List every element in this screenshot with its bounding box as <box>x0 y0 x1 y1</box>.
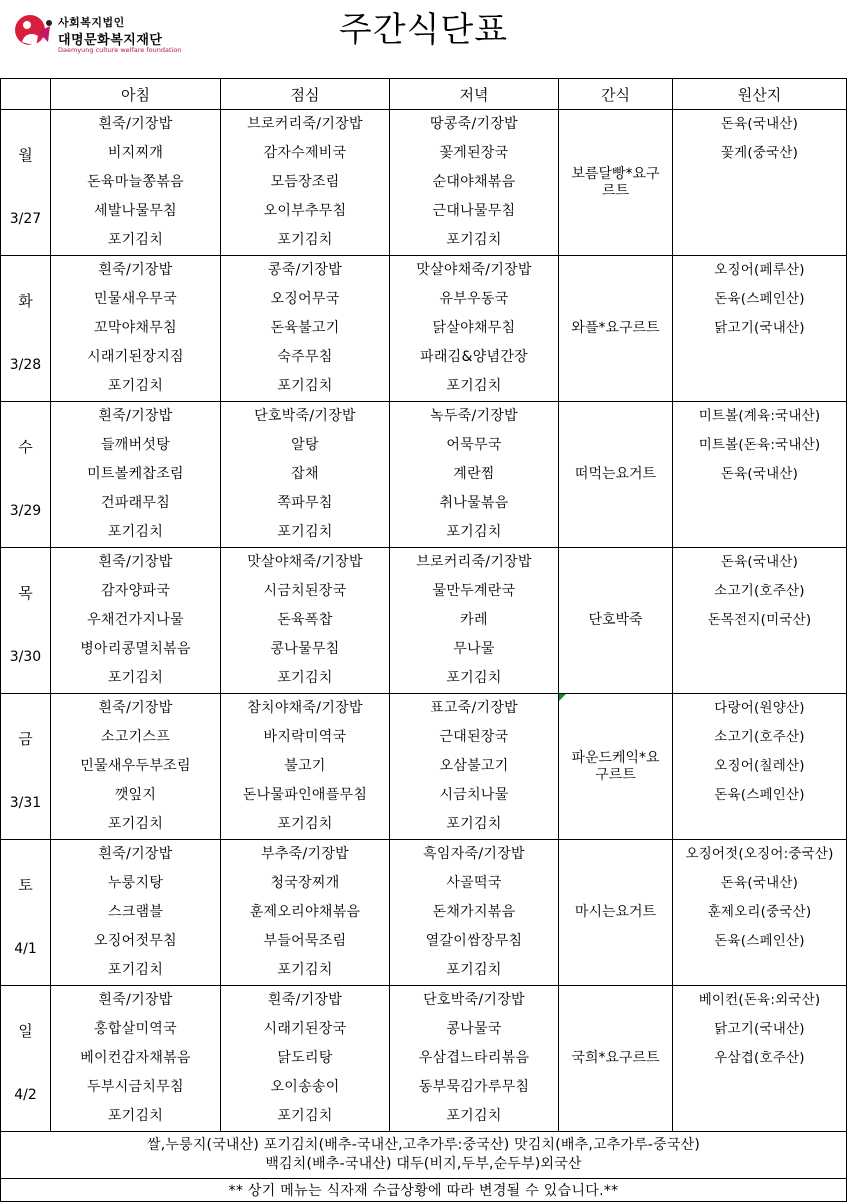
origin-cell <box>673 840 847 986</box>
day-row <box>1 402 847 548</box>
day-row <box>1 840 847 986</box>
dish-item: 흰죽/기장밥 <box>98 116 173 132</box>
origin-item: 오징어젓(오징어:중국산) <box>685 846 834 862</box>
dish-item: 돈육마늘쫑볶음 <box>87 174 184 190</box>
day-name: 화 <box>18 292 33 310</box>
lunch-cell <box>221 402 390 548</box>
dish-item: 포기김치 <box>107 670 164 686</box>
breakfast-cell <box>51 840 221 986</box>
dinner-cell <box>390 986 559 1132</box>
dish-item: 단호박죽/기장밥 <box>254 408 356 424</box>
snack-cell: 마시는요거트 <box>559 840 673 986</box>
dish-item: 포기김치 <box>107 962 164 978</box>
dish-item: 깻잎지 <box>114 787 157 803</box>
dish-item: 민물새우무국 <box>94 291 177 307</box>
dish-item: 흑임자죽/기장밥 <box>423 846 525 862</box>
dish-item: 바지락미역국 <box>263 729 347 745</box>
dish-item: 흰죽/기장밥 <box>98 992 173 1008</box>
dish-item: 닭도리탕 <box>277 1050 333 1066</box>
dish-item: 부추죽/기장밥 <box>261 846 349 862</box>
dish-item: 계란찜 <box>453 466 495 482</box>
dish-item: 포기김치 <box>107 524 164 540</box>
note-row <box>1 1179 847 1202</box>
day-cell <box>1 110 51 256</box>
dish-item: 알탕 <box>291 437 319 453</box>
dish-item: 포기김치 <box>277 670 333 686</box>
breakfast-cell <box>51 548 221 694</box>
dish-item: 두부시금치무침 <box>87 1079 184 1095</box>
footer-line-2: 백김치(배추-국내산) 대두(비지,두부,순두부)외국산 <box>265 1156 582 1172</box>
page-title: 주간식단표 <box>338 10 509 50</box>
dish-item: 무나물 <box>453 641 495 657</box>
day-cell <box>1 256 51 402</box>
origin-item: 미트볼(돈육:국내산) <box>698 437 821 453</box>
origin-item: 꽃게(중국산) <box>720 145 799 161</box>
origin-item: 닭고기(국내산) <box>714 320 805 336</box>
dish-item: 콩죽/기장밥 <box>267 262 343 278</box>
dish-item: 포기김치 <box>446 816 502 832</box>
breakfast-cell <box>51 694 221 840</box>
col-breakfast: 아침 <box>51 79 221 110</box>
day-date: 4/1 <box>14 941 37 957</box>
origin-cell <box>673 548 847 694</box>
origin-item: 오징어(페루산) <box>714 262 805 278</box>
dish-item: 시래기된장지짐 <box>87 349 184 365</box>
dish-item: 참치야채죽/기장밥 <box>247 700 363 716</box>
origin-item: 돈육(국내산) <box>720 554 799 570</box>
dish-item: 감자양파국 <box>100 583 171 599</box>
dish-item: 스크램블 <box>107 904 164 920</box>
dish-item: 흰죽/기장밥 <box>98 262 173 278</box>
dinner-cell <box>390 110 559 256</box>
dish-item: 녹두죽/기장밥 <box>430 408 518 424</box>
dish-item: 파래김&양념간장 <box>420 349 528 365</box>
col-day <box>1 79 51 110</box>
dish-item: 어묵무국 <box>446 437 502 453</box>
col-snack: 간식 <box>559 79 673 110</box>
dinner-cell <box>390 402 559 548</box>
dish-item: 시래기된장국 <box>263 1021 347 1037</box>
dish-item: 부들어묵조림 <box>263 933 347 949</box>
change-notice: ** 상기 메뉴는 식자재 수급상황에 따라 변경될 수 있습니다.** <box>1 1179 847 1202</box>
footer-row <box>1 1132 847 1179</box>
origin-cell <box>673 256 847 402</box>
origin-cell <box>673 694 847 840</box>
dish-item: 모듬장조림 <box>270 174 340 190</box>
dish-item: 순대야채볶음 <box>432 174 516 190</box>
dish-item: 포기김치 <box>107 1108 164 1124</box>
dish-item: 민물새우두부조림 <box>80 758 191 774</box>
dish-item: 유부우동국 <box>439 291 509 307</box>
origin-item: 소고기(호주산) <box>714 583 805 599</box>
dish-item: 열갈이쌈장무침 <box>425 933 523 949</box>
origin-item: 돈육(국내산) <box>720 116 799 132</box>
day-name: 일 <box>18 1022 33 1040</box>
dish-item: 포기김치 <box>277 378 333 394</box>
day-row <box>1 256 847 402</box>
dish-item: 사골떡국 <box>446 875 502 891</box>
breakfast-cell <box>51 256 221 402</box>
origin-item: 돈목전지(미국산) <box>707 612 812 628</box>
dish-item: 들깨버섯탕 <box>100 437 171 453</box>
dish-item: 숙주무침 <box>277 349 333 365</box>
dish-item: 미트볼케찹조림 <box>87 466 184 482</box>
origin-item: 미트볼(계육:국내산) <box>698 408 821 424</box>
origin-item: 소고기(호주산) <box>714 729 805 745</box>
dish-item: 카레 <box>460 612 488 628</box>
lunch-cell <box>221 840 390 986</box>
origin-item: 돈육(국내산) <box>720 875 799 891</box>
dinner-cell <box>390 548 559 694</box>
dish-item: 꼬막야채무침 <box>94 320 177 336</box>
dish-item: 돈육불고기 <box>270 320 340 336</box>
dish-item: 단호박죽/기장밥 <box>423 992 525 1008</box>
dinner-cell <box>390 840 559 986</box>
col-dinner: 저녁 <box>390 79 559 110</box>
day-date: 3/30 <box>9 649 42 665</box>
lunch-cell <box>221 548 390 694</box>
dish-item: 흰죽/기장밥 <box>98 554 173 570</box>
dish-item: 취나물볶음 <box>439 495 509 511</box>
dish-item: 근대나물무침 <box>432 203 516 219</box>
dish-item: 포기김치 <box>277 524 333 540</box>
page-header <box>0 0 847 78</box>
lunch-cell <box>221 256 390 402</box>
dish-item: 시금치된장국 <box>263 583 347 599</box>
day-cell <box>1 840 51 986</box>
origin-cell <box>673 402 847 548</box>
dish-item: 돈채가지볶음 <box>432 904 516 920</box>
origin-item: 오징어(칠레산) <box>714 758 805 774</box>
dish-item: 포기김치 <box>446 524 502 540</box>
dish-item: 닭살야채무침 <box>432 320 516 336</box>
dish-item: 청국장찌개 <box>270 875 340 891</box>
snack-cell: 파운드케익*요구르트 <box>559 694 673 840</box>
dish-item: 쪽파무침 <box>277 495 333 511</box>
day-name: 월 <box>18 146 33 164</box>
dish-item: 포기김치 <box>277 816 333 832</box>
origin-item: 닭고기(국내산) <box>714 1021 805 1037</box>
dish-item: 잡채 <box>291 466 319 482</box>
dish-item: 흰죽/기장밥 <box>98 846 173 862</box>
header-row <box>1 79 847 110</box>
dish-item: 포기김치 <box>446 232 502 248</box>
dish-item: 흰죽/기장밥 <box>98 700 173 716</box>
breakfast-cell <box>51 110 221 256</box>
day-name: 토 <box>18 876 33 894</box>
day-row <box>1 548 847 694</box>
col-origin: 원산지 <box>673 79 847 110</box>
snack-cell: 단호박죽 <box>559 548 673 694</box>
day-row <box>1 110 847 256</box>
dish-item: 포기김치 <box>277 232 333 248</box>
origin-item: 돈육(스페인산) <box>714 291 805 307</box>
dish-item: 꽃게된장국 <box>439 145 509 161</box>
dish-item: 브로커리죽/기장밥 <box>416 554 532 570</box>
day-name: 금 <box>18 730 33 748</box>
dish-item: 포기김치 <box>446 378 502 394</box>
dish-item: 감자수제비국 <box>263 145 347 161</box>
lunch-cell <box>221 110 390 256</box>
day-row <box>1 694 847 840</box>
dish-item: 오삼불고기 <box>439 758 509 774</box>
dish-item: 병아리콩멸치볶음 <box>80 641 191 657</box>
dish-item: 누룽지탕 <box>107 875 164 891</box>
dish-item: 브로커리죽/기장밥 <box>247 116 363 132</box>
origin-item: 돈육(스페인산) <box>714 933 805 949</box>
dish-item: 우채건가지나물 <box>87 612 184 628</box>
dish-item: 베이컨감자채볶음 <box>80 1050 191 1066</box>
snack-cell: 국희*요구르트 <box>559 986 673 1132</box>
dish-item: 포기김치 <box>107 378 164 394</box>
dish-item: 홍합살미역국 <box>94 1021 177 1037</box>
day-date: 3/28 <box>9 357 42 373</box>
comment-marker-icon <box>559 694 566 701</box>
dish-item: 흰죽/기장밥 <box>267 992 343 1008</box>
origin-cell <box>673 986 847 1132</box>
col-lunch: 점심 <box>221 79 390 110</box>
breakfast-cell <box>51 986 221 1132</box>
day-cell <box>1 548 51 694</box>
day-cell <box>1 694 51 840</box>
dish-item: 맛살야채죽/기장밥 <box>416 262 532 278</box>
dish-item: 콩나물국 <box>446 1021 502 1037</box>
snack-cell: 떠먹는요거트 <box>559 402 673 548</box>
dish-item: 소고기스프 <box>100 729 171 745</box>
breakfast-cell <box>51 402 221 548</box>
dish-item: 포기김치 <box>446 962 502 978</box>
origin-item: 돈육(국내산) <box>720 466 799 482</box>
dish-item: 비지찌개 <box>107 145 164 161</box>
logo-line-2: 대명문화복지재단 <box>58 33 163 48</box>
dish-item: 콩나물무침 <box>270 641 340 657</box>
dish-item: 돈육폭찹 <box>277 612 333 628</box>
dish-item: 돈나물파인애플무침 <box>242 787 368 803</box>
logo-line-3: Daemyung culture welfare foundation <box>58 46 182 54</box>
footer-line-1: 쌀,누룽지(국내산) 포기김치(배추-국내산,고추가루:중국산) 맛김치(배추,고추가루-중국산) <box>147 1137 700 1153</box>
origin-item: 베이컨(돈육:외국산) <box>698 992 821 1008</box>
origin-item: 돈육(스페인산) <box>714 787 805 803</box>
day-name: 목 <box>18 584 33 602</box>
snack-cell: 보름달빵*요구르트 <box>559 110 673 256</box>
dish-item: 우삼겹느타리볶음 <box>418 1050 530 1066</box>
weekly-menu-table <box>0 78 847 1202</box>
dinner-cell <box>390 256 559 402</box>
snack-cell: 와플*요구르트 <box>559 256 673 402</box>
dish-item: 세발나물무침 <box>94 203 177 219</box>
day-cell <box>1 986 51 1132</box>
origin-item: 훈제오리(중국산) <box>707 904 812 920</box>
origin-item: 다랑어(원양산) <box>714 700 805 716</box>
dish-item: 땅콩죽/기장밥 <box>430 116 518 132</box>
dish-item: 흰죽/기장밥 <box>98 408 173 424</box>
origin-footer <box>1 1132 847 1179</box>
dish-item: 포기김치 <box>446 1108 502 1124</box>
dish-item: 불고기 <box>284 758 326 774</box>
dish-item: 시금치나물 <box>439 787 509 803</box>
dish-item: 오이부추무침 <box>263 203 347 219</box>
dish-item: 오징어무국 <box>270 291 340 307</box>
origin-item: 우삼겹(호주산) <box>714 1050 805 1066</box>
day-date: 4/2 <box>14 1087 37 1103</box>
dish-item: 포기김치 <box>446 670 502 686</box>
dish-item: 오이송송이 <box>270 1079 340 1095</box>
dish-item: 맛살야채죽/기장밥 <box>247 554 363 570</box>
day-date: 3/29 <box>9 503 42 519</box>
day-date: 3/31 <box>9 795 42 811</box>
dish-item: 포기김치 <box>277 1108 333 1124</box>
dish-item: 건파래무침 <box>100 495 171 511</box>
day-date: 3/27 <box>9 211 42 227</box>
origin-cell <box>673 110 847 256</box>
logo-line-1: 사회복지법인 <box>58 16 125 29</box>
lunch-cell <box>221 694 390 840</box>
dish-item: 동부묵김가루무침 <box>418 1079 530 1095</box>
dish-item: 포기김치 <box>107 816 164 832</box>
day-cell <box>1 402 51 548</box>
day-row <box>1 986 847 1132</box>
dish-item: 오징어젓무침 <box>94 933 177 949</box>
dish-item: 표고죽/기장밥 <box>430 700 518 716</box>
day-name: 수 <box>18 438 33 456</box>
dinner-cell <box>390 694 559 840</box>
dish-item: 근대된장국 <box>439 729 509 745</box>
dish-item: 훈제오리야채볶음 <box>249 904 361 920</box>
dish-item: 포기김치 <box>107 232 164 248</box>
dish-item: 포기김치 <box>277 962 333 978</box>
lunch-cell <box>221 986 390 1132</box>
dish-item: 물만두계란국 <box>432 583 516 599</box>
